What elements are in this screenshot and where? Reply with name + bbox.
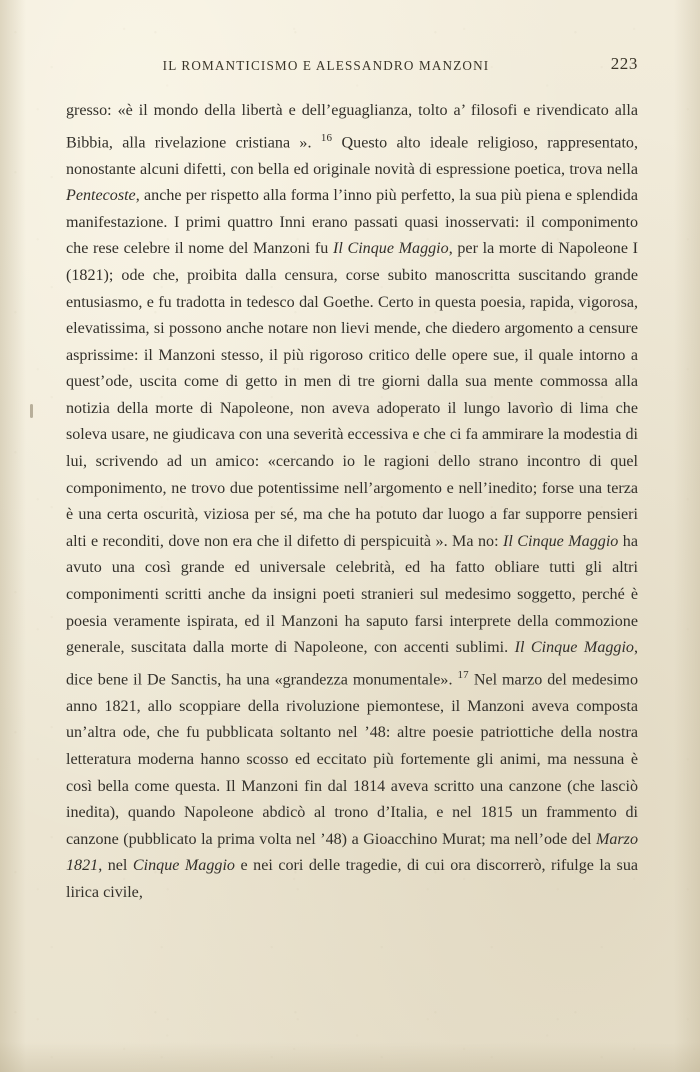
text-run: , anche per rispetto alla forma l’inno più perfetto, la sua più piena e splendida manifestazione. I primi quattro Inni erano passati quasi inosservati: il componimento che rese celebre il nome del Manzoni fu bbox=[66, 187, 638, 258]
title-marzo-1821: Marzo 1821 bbox=[66, 830, 638, 875]
page-header bbox=[66, 54, 638, 82]
margin-mark bbox=[30, 404, 33, 418]
running-head: IL ROMANTICISMO E ALESSANDRO MANZONI bbox=[162, 58, 490, 73]
page-number: 223 bbox=[610, 54, 638, 73]
page-left-edge-shading bbox=[0, 0, 26, 1072]
title-pentecoste: Pentecoste bbox=[66, 187, 136, 205]
title-cinque-maggio-1: Il Cinque Maggio bbox=[332, 240, 449, 258]
text-run: gresso: «è il mondo della libertà e dell’eguaglianza, tolto a’ filosofi e rivendicato alla Bibbia, alla rivelazione cristiana ». bbox=[66, 102, 638, 151]
text-run: Nel marzo del medesimo anno 1821, allo scoppiare della rivoluzione piemontese, il Manzoni aveva composta un’altra ode, che fu pubblicata soltanto nel ’48: altre poesie patriottiche della nostra letteratura moderna hanno scosso ed eccitato più fortemente gli animi, ma nessuna è così bella come questa. Il Manzoni fin dal 1814 aveva scritto una canzone (che lasciò inedita), quando Napoleone abdicò al trono d’Italia, e nel 1815 un frammento di canzone (pubblicato la prima volta nel ’48) a Gioacchino Murat; ma nell’ode del bbox=[66, 671, 638, 848]
text-run: e nei cori delle tragedie, di cui ora discorrerò, rifulge la sua lirica civile, bbox=[66, 857, 639, 901]
text-run: , per la morte di Napoleone I (1821); ode che, proibita dalla censura, corse subito manoscritta suscitando grande entusiasmo, e fu tradotta in tedesco dal Goethe. Certo in questa poesia, rapida, vigorosa, elevatissima, si possono anche notare non lievi mende, che diedero argomento a censure asprissime: il Manzoni stesso, il più rigoroso critico delle opere sue, il quale intorno a quest’ode, uscita come di getto in men di tre giorni dalla sua mente commossa alla notizia della morte di Napoleone, non aveva adoperato il lungo lavorìo di lima che soleva usare, ne giudicava con una severità eccessiva e che ci fa ammirare la modestia di lui, scrivendo ad un amico: «cercando io le ragioni dello strano incontro di quel componimento, ne trovo due potentissime nell’argomento e nell’inedito; forse una terza è una certa oscurità, viziosa per sé, ma che ha potuto dar luogo a far supporre pensieri alti e reconditi, dove non era che il difetto di perspicuità ». Ma no: bbox=[66, 240, 638, 550]
text-run: , dice bene il De Sanctis, ha una «grandezza monumentale». bbox=[66, 639, 639, 689]
page-bottom-edge-shading bbox=[0, 1042, 700, 1072]
title-cinque-maggio-2: Il Cinque Maggio bbox=[503, 532, 619, 550]
text-run: ha avuto una così grande ed universale celebrità, ed ha fatto obliare tutti gli altri componimenti scritti anche da insigni poeti stranieri sul medesimo soggetto, perché è poesia veramente ispirata, ed il Manzoni ha saputo farsi interprete della commozione generale, suscitata dalla morte di Napoleone, con accenti sublimi. bbox=[66, 532, 638, 657]
text-run: , nel bbox=[98, 857, 133, 875]
footnote-marker-17: 17 bbox=[457, 668, 469, 681]
title-cinque-maggio-4: Cinque Maggio bbox=[132, 857, 235, 875]
title-cinque-maggio-3: Il Cinque Maggio bbox=[514, 639, 634, 657]
page-body-text bbox=[66, 98, 638, 907]
page-right-edge-shading bbox=[674, 0, 700, 1072]
paragraph bbox=[66, 98, 638, 907]
text-run: Questo alto ideale religioso, rappresentato, nonostante alcuni difetti, con bella ed originale novità di espressione poetica, trova nella bbox=[66, 133, 638, 178]
footnote-marker-16: 16 bbox=[320, 131, 333, 144]
